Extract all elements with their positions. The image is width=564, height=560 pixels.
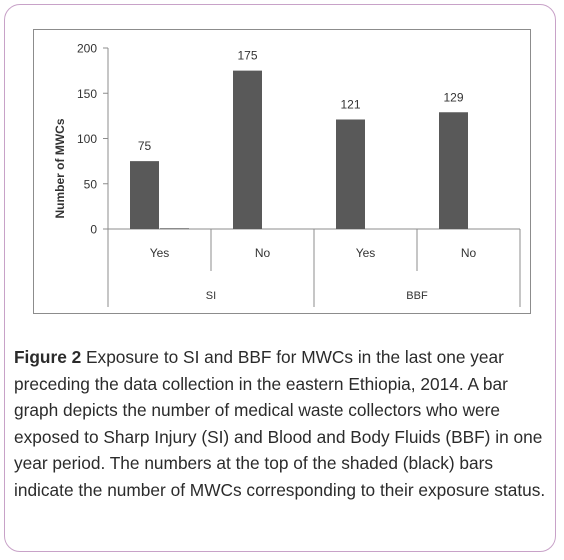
- group-label: BBF: [406, 290, 428, 302]
- caption-text: Exposure to SI and BBF for MWCs in the last one year preceding the data collection in the eastern Ethiopia, 2014. A bar graph depicts the number of medical waste collectors who were exposed to Sharp Injury (SI) and Blood and Body Fluids (BBF) in one year period. The numbers at the top of the shaded (black) bars indicate the number of MWCs corresponding to their exposure status.: [14, 347, 546, 500]
- bar: [160, 228, 189, 229]
- x-tick-label: Yes: [149, 246, 170, 260]
- y-axis-title: Number of MWCs: [53, 118, 67, 219]
- data-label: 75: [137, 139, 152, 154]
- y-tick-label: 50: [83, 177, 97, 192]
- y-tick-label: 0: [90, 222, 97, 237]
- figure-label: Figure 2: [14, 347, 82, 367]
- bar: [130, 161, 159, 229]
- bar: [439, 112, 468, 229]
- data-label: 129: [443, 90, 464, 105]
- x-tick-label: Yes: [355, 246, 376, 260]
- bar: [336, 119, 365, 229]
- y-tick-label: 100: [76, 132, 97, 146]
- x-tick-label: No: [254, 246, 271, 260]
- data-label: 121: [340, 97, 361, 112]
- y-tick-label: 200: [76, 41, 97, 56]
- data-label: 175: [237, 48, 258, 63]
- x-tick-label: No: [460, 246, 477, 260]
- group-label: SI: [205, 290, 217, 302]
- figure-caption: [14, 344, 550, 503]
- y-tick-label: 150: [76, 86, 97, 101]
- bar: [233, 71, 262, 229]
